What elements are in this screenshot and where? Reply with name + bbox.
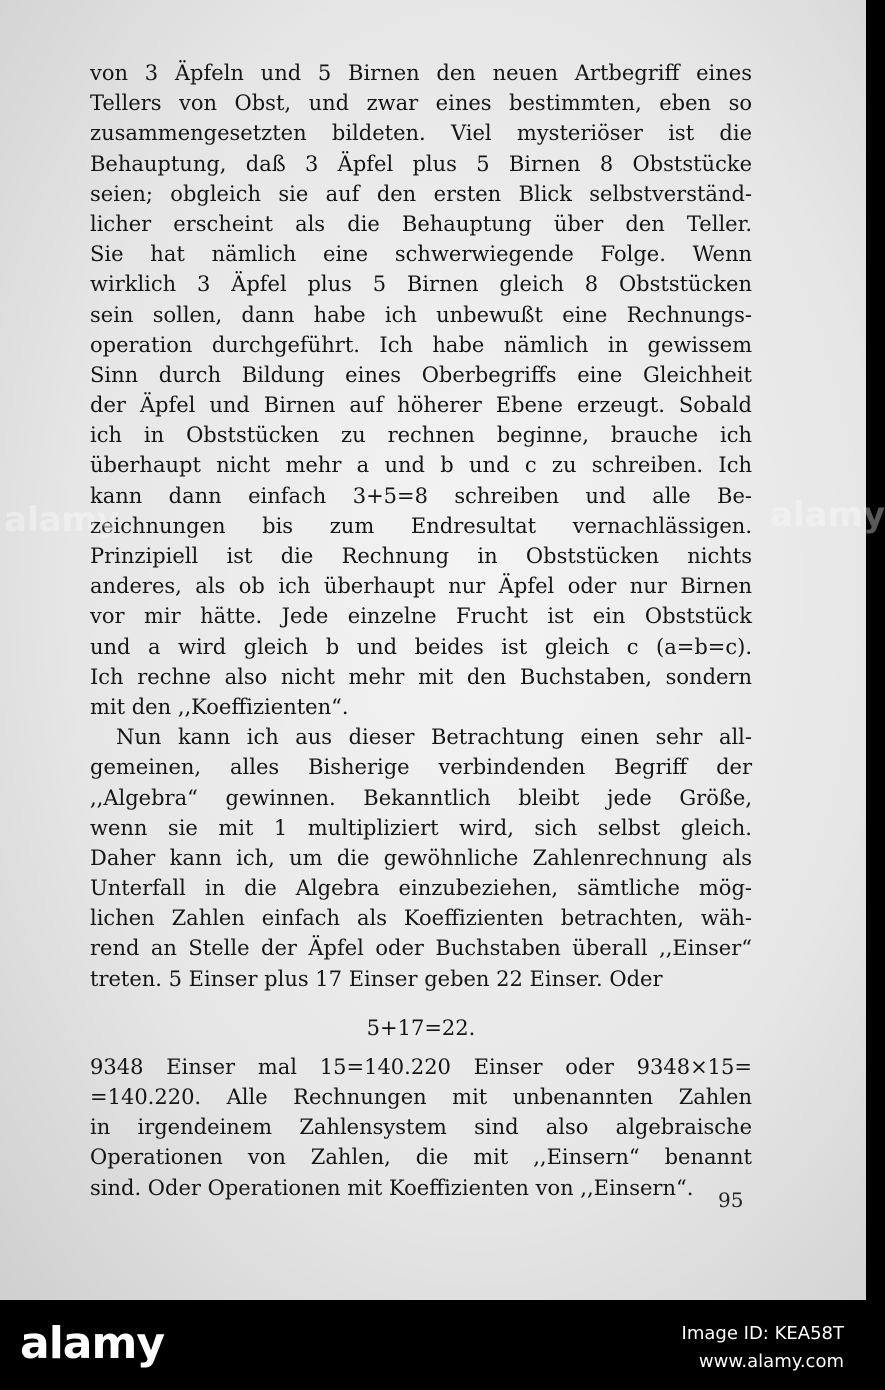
watermark-left: alamy bbox=[4, 500, 120, 540]
text-line: wirklich 3 Äpfel plus 5 Birnen gleich 8 Obststücken bbox=[90, 272, 752, 297]
stock-info bbox=[682, 1320, 844, 1376]
paragraph-2 bbox=[90, 722, 752, 994]
text-line: Sie hat nämlich eine schwerwiegende Folge. Wenn bbox=[90, 242, 752, 267]
text-line: Behauptung, daß 3 Äpfel plus 5 Birnen 8 Obststücke bbox=[90, 151, 752, 176]
text-line: überhaupt nicht mehr a und b und c zu schreiben. Ich bbox=[90, 453, 752, 478]
text-line: ,,Algebra“ gewinnen. Bekanntlich bleibt jede Größe, bbox=[90, 785, 752, 810]
text-line: ich in Obststücken zu rechnen beginne, brauche ich bbox=[90, 423, 752, 448]
text-line: von 3 Äpfeln und 5 Birnen den neuen Artbegriff eines bbox=[90, 61, 752, 85]
text-line: der Äpfel und Birnen auf höherer Ebene erzeugt. Sobald bbox=[90, 393, 752, 418]
text-line: zeichnungen bis zum Endresultat vernachlässigen. bbox=[90, 513, 752, 538]
text-line: und a wird gleich b und beides ist gleich c (a=b=c). bbox=[90, 634, 752, 659]
text-line: zusammengesetzten bildeten. Viel mysteriöser ist die bbox=[90, 121, 752, 146]
text-line: sind. Oder Operationen mit Koeffizienten von ,,Einsern“. bbox=[90, 1175, 694, 1200]
text-line: mit den ,,Koeffizienten“. bbox=[90, 694, 349, 719]
text-line: Daher kann ich, um die gewöhnliche Zahlenrechnung als bbox=[90, 845, 752, 870]
text-line: Sinn durch Bildung eines Oberbegriffs eine Gleichheit bbox=[90, 362, 752, 387]
text-line: treten. 5 Einser plus 17 Einser geben 22 Einser. Oder bbox=[90, 966, 663, 991]
text-line: anderes, als ob ich überhaupt nur Äpfel oder nur Birnen bbox=[90, 574, 752, 599]
text-line: gemeinen, alles Bisherige verbindenden Begriff der bbox=[90, 755, 752, 780]
text-line: vor mir hätte. Jede einzelne Frucht ist ein Obststück bbox=[90, 604, 752, 629]
paragraph-1 bbox=[90, 58, 752, 722]
text-line: Ich rechne also nicht mehr mit den Buchstaben, sondern bbox=[90, 664, 752, 689]
text-line: kann dann einfach 3+5=8 schreiben und alle Be- bbox=[90, 483, 752, 508]
text-line: Unterfall in die Algebra einzubeziehen, sämtliche mög- bbox=[90, 876, 752, 901]
watermark-right: alamy bbox=[770, 495, 885, 535]
text-line: sein sollen, dann habe ich unbewußt eine Rechnungs- bbox=[90, 302, 752, 327]
equation: 5+17=22. bbox=[366, 1015, 476, 1040]
page-number: 95 bbox=[718, 1188, 744, 1212]
text-line: =140.220. Alle Rechnungen mit unbenannten Zahlen bbox=[90, 1085, 752, 1109]
alamy-logo: alamy bbox=[20, 1318, 164, 1369]
text-line: 9348 Einser mal 15=140.220 Einser oder 9348×15= bbox=[90, 1054, 752, 1079]
image-id: Image ID: KEA58T bbox=[681, 1323, 844, 1344]
text-line: Tellers von Obst, und zwar eines bestimmten, eben so bbox=[90, 91, 752, 116]
text-line: Nun kann ich aus dieser Betrachtung einen sehr all- bbox=[116, 725, 752, 750]
site-url: www.alamy.com bbox=[698, 1351, 844, 1372]
text-line: rend an Stelle der Äpfel oder Buchstaben überall ,,Einser“ bbox=[90, 936, 752, 961]
text-line: Prinzipiell ist die Rechnung in Obststücken nichts bbox=[90, 544, 752, 568]
text-line: Operationen von Zahlen, die mit ,,Einsern“ benannt bbox=[90, 1145, 752, 1170]
text-line: wenn sie mit 1 multipliziert wird, sich selbst gleich. bbox=[90, 815, 752, 840]
text-line: operation durchgeführt. Ich habe nämlich in gewissem bbox=[90, 332, 752, 357]
text-line: seien; obgleich sie auf den ersten Blick selbstverständ- bbox=[90, 181, 752, 206]
text-line: lichen Zahlen einfach als Koeffizienten betrachten, wäh- bbox=[90, 906, 752, 931]
page-body bbox=[90, 58, 752, 1203]
text-line: licher erscheint als die Behauptung über den Teller. bbox=[90, 211, 752, 236]
paragraph-3 bbox=[90, 1052, 752, 1203]
text-line: in irgendeinem Zahlensystem sind also algebraische bbox=[90, 1115, 752, 1140]
